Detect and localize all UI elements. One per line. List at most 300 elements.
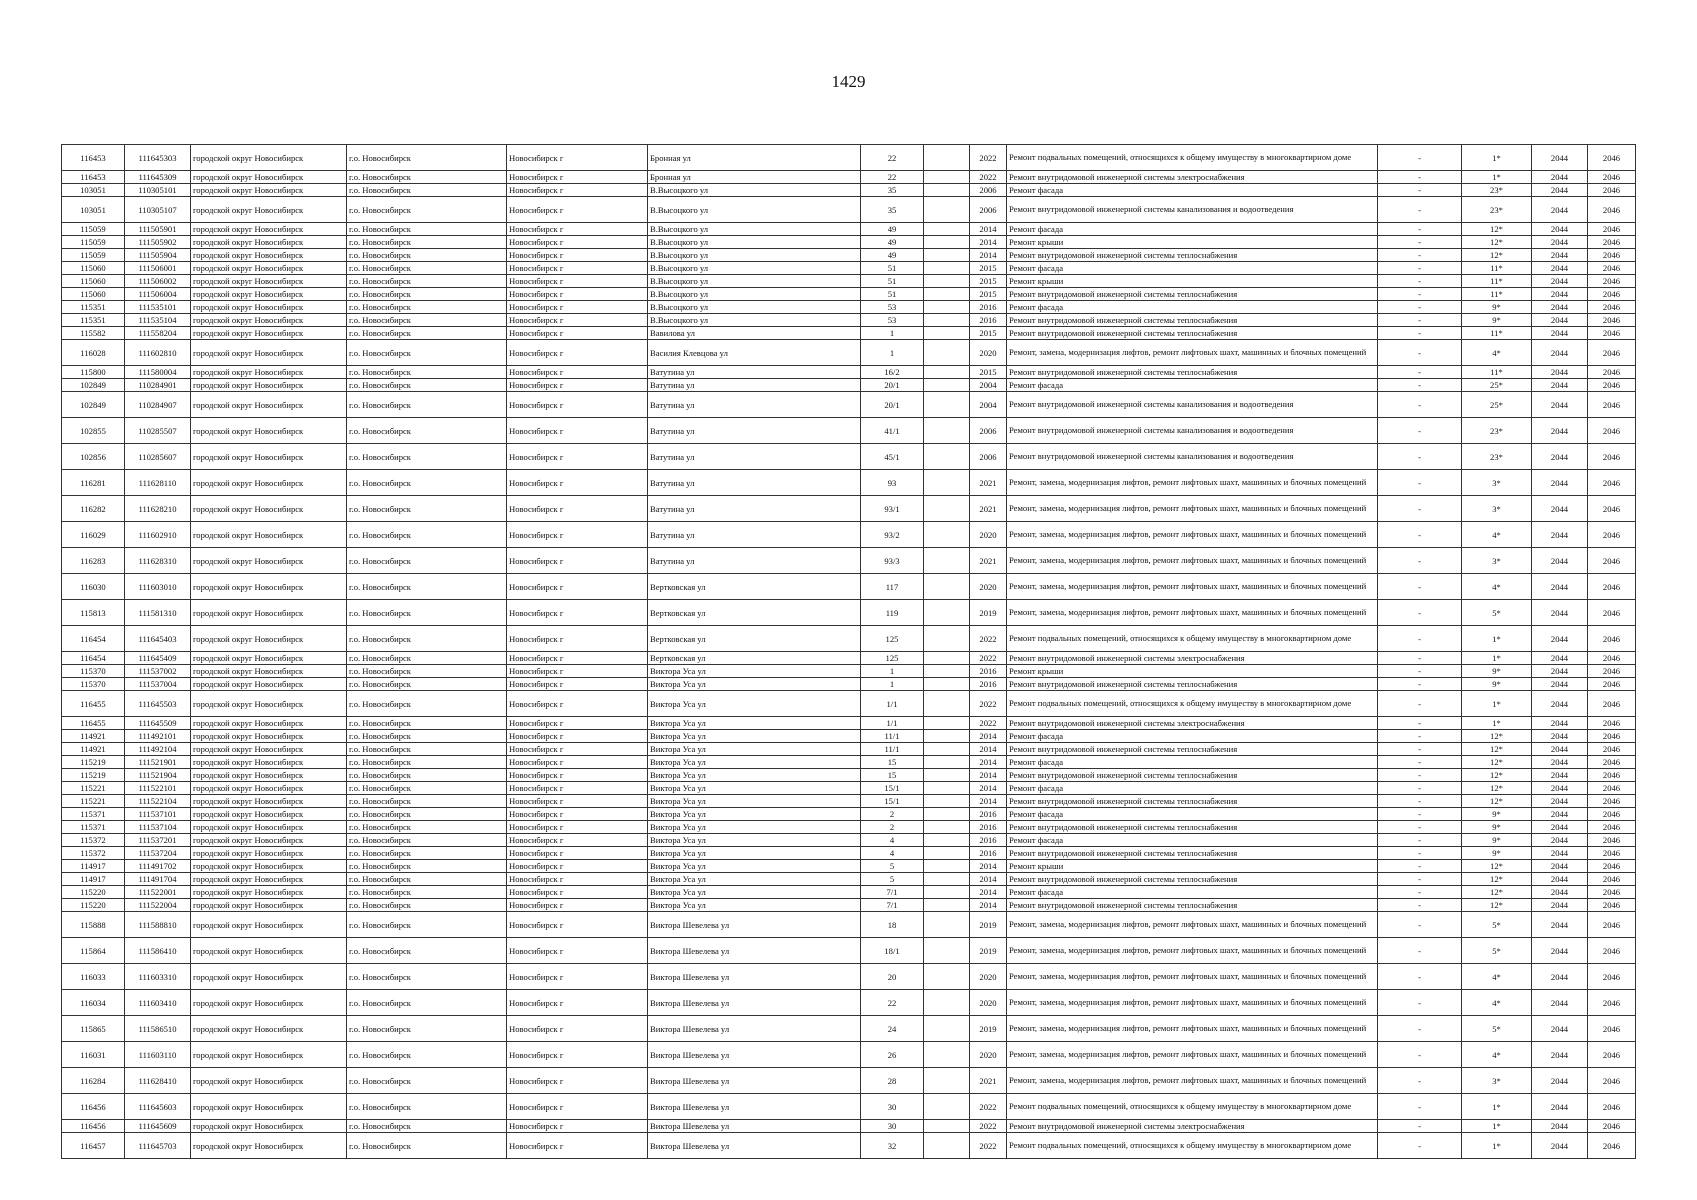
cell-period: 3*	[1462, 496, 1532, 522]
cell-period: 3*	[1462, 470, 1532, 496]
cell-house-id: 116028	[62, 340, 125, 366]
cell-placeholder: -	[1378, 184, 1462, 197]
cell-house-number: 11/1	[861, 743, 924, 756]
cell-extra	[924, 782, 970, 795]
cell-municipality: городской округ Новосибирск	[191, 262, 347, 275]
cell-end-year: 2046	[1588, 223, 1636, 236]
cell-period: 12*	[1462, 249, 1532, 262]
cell-work-type: Ремонт фасада	[1007, 886, 1378, 899]
table-row	[62, 834, 1636, 847]
cell-municipal-unit: г.о. Новосибирск	[347, 795, 507, 808]
cell-build-year: 2014	[970, 223, 1007, 236]
cell-street: Ватутина ул	[648, 366, 861, 379]
cell-build-year: 2021	[970, 548, 1007, 574]
cell-end-year: 2046	[1588, 808, 1636, 821]
cell-placeholder: -	[1378, 223, 1462, 236]
cell-street: Виктора Уса ул	[648, 847, 861, 860]
cell-extra	[924, 1120, 970, 1133]
cell-municipality: городской округ Новосибирск	[191, 275, 347, 288]
table-row	[62, 522, 1636, 548]
cell-house-id: 115813	[62, 600, 125, 626]
cell-start-year: 2044	[1532, 340, 1588, 366]
cell-house-id: 116029	[62, 522, 125, 548]
cell-end-year: 2046	[1588, 548, 1636, 574]
cell-house-number: 32	[861, 1133, 924, 1159]
cell-period: 1*	[1462, 1120, 1532, 1133]
cell-settlement: Новосибирск г	[507, 496, 648, 522]
cell-municipal-unit: г.о. Новосибирск	[347, 548, 507, 574]
cell-municipality: городской округ Новосибирск	[191, 314, 347, 327]
cell-street: Виктора Уса ул	[648, 665, 861, 678]
cell-settlement: Новосибирск г	[507, 808, 648, 821]
cell-house-id: 116282	[62, 496, 125, 522]
cell-work-type: Ремонт, замена, модернизация лифтов, ремонт лифтовых шахт, машинных и блочных помещений	[1007, 938, 1378, 964]
cell-end-year: 2046	[1588, 340, 1636, 366]
cell-start-year: 2044	[1532, 574, 1588, 600]
cell-extra	[924, 444, 970, 470]
cell-work-type: Ремонт внутридомовой инженерной системы канализования и водоотведения	[1007, 444, 1378, 470]
cell-placeholder: -	[1378, 301, 1462, 314]
cell-municipality: городской округ Новосибирск	[191, 548, 347, 574]
cell-municipality: городской округ Новосибирск	[191, 730, 347, 743]
cell-extra	[924, 197, 970, 223]
cell-house-number: 49	[861, 236, 924, 249]
cell-municipal-unit: г.о. Новосибирск	[347, 301, 507, 314]
cell-work-type: Ремонт, замена, модернизация лифтов, ремонт лифтовых шахт, машинных и блочных помещений	[1007, 470, 1378, 496]
cell-municipal-unit: г.о. Новосибирск	[347, 236, 507, 249]
cell-house-number: 1	[861, 340, 924, 366]
cell-municipal-unit: г.о. Новосибирск	[347, 366, 507, 379]
cell-start-year: 2044	[1532, 314, 1588, 327]
cell-house-id: 114921	[62, 743, 125, 756]
cell-period: 12*	[1462, 730, 1532, 743]
cell-street: Ватутина ул	[648, 522, 861, 548]
cell-element-id: 111522101	[125, 782, 191, 795]
cell-build-year: 2016	[970, 808, 1007, 821]
cell-placeholder: -	[1378, 1120, 1462, 1133]
cell-end-year: 2046	[1588, 1042, 1636, 1068]
cell-end-year: 2046	[1588, 236, 1636, 249]
cell-period: 12*	[1462, 860, 1532, 873]
cell-start-year: 2044	[1532, 665, 1588, 678]
table-row	[62, 288, 1636, 301]
cell-element-id: 111537101	[125, 808, 191, 821]
cell-extra	[924, 522, 970, 548]
cell-build-year: 2015	[970, 262, 1007, 275]
cell-placeholder: -	[1378, 574, 1462, 600]
cell-house-id: 115800	[62, 366, 125, 379]
cell-extra	[924, 340, 970, 366]
cell-house-id: 116453	[62, 145, 125, 171]
cell-build-year: 2019	[970, 600, 1007, 626]
table-row	[62, 1042, 1636, 1068]
cell-house-number: 15/1	[861, 795, 924, 808]
cell-street: В.Высоцкого ул	[648, 301, 861, 314]
cell-placeholder: -	[1378, 847, 1462, 860]
cell-start-year: 2044	[1532, 1120, 1588, 1133]
cell-settlement: Новосибирск г	[507, 665, 648, 678]
cell-street: Ватутина ул	[648, 496, 861, 522]
cell-end-year: 2046	[1588, 522, 1636, 548]
table-row	[62, 275, 1636, 288]
cell-build-year: 2020	[970, 964, 1007, 990]
cell-start-year: 2044	[1532, 600, 1588, 626]
table-row	[62, 847, 1636, 860]
cell-end-year: 2046	[1588, 444, 1636, 470]
cell-settlement: Новосибирск г	[507, 444, 648, 470]
cell-municipality: городской округ Новосибирск	[191, 470, 347, 496]
table-row	[62, 691, 1636, 717]
cell-house-id: 115060	[62, 262, 125, 275]
cell-settlement: Новосибирск г	[507, 1120, 648, 1133]
cell-build-year: 2014	[970, 756, 1007, 769]
cell-work-type: Ремонт подвальных помещений, относящихся к общему имуществу в многоквартирном доме	[1007, 145, 1378, 171]
cell-settlement: Новосибирск г	[507, 301, 648, 314]
cell-element-id: 111645309	[125, 171, 191, 184]
cell-placeholder: -	[1378, 470, 1462, 496]
cell-placeholder: -	[1378, 730, 1462, 743]
cell-house-number: 35	[861, 197, 924, 223]
table-row	[62, 327, 1636, 340]
cell-start-year: 2044	[1532, 938, 1588, 964]
cell-placeholder: -	[1378, 743, 1462, 756]
cell-work-type: Ремонт внутридомовой инженерной системы теплоснабжения	[1007, 821, 1378, 834]
cell-work-type: Ремонт, замена, модернизация лифтов, ремонт лифтовых шахт, машинных и блочных помещений	[1007, 548, 1378, 574]
cell-element-id: 111645403	[125, 626, 191, 652]
cell-settlement: Новосибирск г	[507, 743, 648, 756]
cell-start-year: 2044	[1532, 145, 1588, 171]
cell-work-type: Ремонт крыши	[1007, 236, 1378, 249]
cell-work-type: Ремонт фасада	[1007, 834, 1378, 847]
cell-period: 12*	[1462, 899, 1532, 912]
cell-period: 9*	[1462, 808, 1532, 821]
cell-build-year: 2022	[970, 1094, 1007, 1120]
cell-element-id: 111645303	[125, 145, 191, 171]
cell-placeholder: -	[1378, 236, 1462, 249]
cell-street: Бронная ул	[648, 171, 861, 184]
cell-build-year: 2004	[970, 392, 1007, 418]
cell-house-id: 115221	[62, 795, 125, 808]
cell-placeholder: -	[1378, 626, 1462, 652]
cell-placeholder: -	[1378, 600, 1462, 626]
cell-period: 4*	[1462, 990, 1532, 1016]
cell-element-id: 111492101	[125, 730, 191, 743]
cell-end-year: 2046	[1588, 249, 1636, 262]
cell-municipality: городской округ Новосибирск	[191, 379, 347, 392]
table-row	[62, 899, 1636, 912]
cell-placeholder: -	[1378, 665, 1462, 678]
cell-start-year: 2044	[1532, 301, 1588, 314]
cell-settlement: Новосибирск г	[507, 1068, 648, 1094]
cell-period: 23*	[1462, 444, 1532, 470]
cell-settlement: Новосибирск г	[507, 275, 648, 288]
cell-settlement: Новосибирск г	[507, 782, 648, 795]
cell-settlement: Новосибирск г	[507, 691, 648, 717]
cell-extra	[924, 730, 970, 743]
cell-element-id: 111603110	[125, 1042, 191, 1068]
cell-build-year: 2016	[970, 301, 1007, 314]
cell-build-year: 2022	[970, 626, 1007, 652]
cell-house-id: 115372	[62, 834, 125, 847]
cell-work-type: Ремонт фасада	[1007, 262, 1378, 275]
cell-municipality: городской округ Новосибирск	[191, 1016, 347, 1042]
cell-build-year: 2014	[970, 236, 1007, 249]
table-row	[62, 197, 1636, 223]
cell-build-year: 2015	[970, 327, 1007, 340]
cell-house-id: 115220	[62, 886, 125, 899]
table-row	[62, 626, 1636, 652]
cell-build-year: 2019	[970, 1016, 1007, 1042]
cell-house-id: 116281	[62, 470, 125, 496]
cell-build-year: 2016	[970, 834, 1007, 847]
cell-extra	[924, 834, 970, 847]
cell-extra	[924, 717, 970, 730]
cell-settlement: Новосибирск г	[507, 288, 648, 301]
cell-street: Виктора Уса ул	[648, 860, 861, 873]
cell-element-id: 111645609	[125, 1120, 191, 1133]
cell-start-year: 2044	[1532, 795, 1588, 808]
cell-settlement: Новосибирск г	[507, 600, 648, 626]
cell-municipal-unit: г.о. Новосибирск	[347, 275, 507, 288]
cell-house-number: 15/1	[861, 782, 924, 795]
cell-municipal-unit: г.о. Новосибирск	[347, 444, 507, 470]
cell-house-number: 15	[861, 756, 924, 769]
cell-municipal-unit: г.о. Новосибирск	[347, 1068, 507, 1094]
cell-house-number: 5	[861, 873, 924, 886]
cell-municipality: городской округ Новосибирск	[191, 574, 347, 600]
cell-work-type: Ремонт внутридомовой инженерной системы электроснабжения	[1007, 171, 1378, 184]
cell-end-year: 2046	[1588, 990, 1636, 1016]
cell-settlement: Новосибирск г	[507, 886, 648, 899]
cell-work-type: Ремонт внутридомовой инженерной системы теплоснабжения	[1007, 873, 1378, 886]
cell-settlement: Новосибирск г	[507, 847, 648, 860]
cell-placeholder: -	[1378, 652, 1462, 665]
cell-municipality: городской округ Новосибирск	[191, 899, 347, 912]
cell-settlement: Новосибирск г	[507, 236, 648, 249]
cell-settlement: Новосибирск г	[507, 1133, 648, 1159]
cell-municipal-unit: г.о. Новосибирск	[347, 522, 507, 548]
cell-element-id: 111521904	[125, 769, 191, 782]
cell-settlement: Новосибирск г	[507, 184, 648, 197]
cell-period: 1*	[1462, 717, 1532, 730]
cell-extra	[924, 236, 970, 249]
cell-municipal-unit: г.о. Новосибирск	[347, 626, 507, 652]
cell-house-number: 22	[861, 171, 924, 184]
cell-element-id: 111581310	[125, 600, 191, 626]
cell-house-id: 116456	[62, 1094, 125, 1120]
cell-municipality: городской округ Новосибирск	[191, 860, 347, 873]
cell-extra	[924, 496, 970, 522]
cell-start-year: 2044	[1532, 327, 1588, 340]
cell-period: 23*	[1462, 184, 1532, 197]
table-row	[62, 262, 1636, 275]
cell-placeholder: -	[1378, 262, 1462, 275]
table-row	[62, 1094, 1636, 1120]
cell-extra	[924, 873, 970, 886]
cell-municipal-unit: г.о. Новосибирск	[347, 678, 507, 691]
table-row	[62, 938, 1636, 964]
table-row	[62, 574, 1636, 600]
cell-house-number: 1	[861, 665, 924, 678]
table-row	[62, 184, 1636, 197]
table-row	[62, 600, 1636, 626]
cell-house-number: 11/1	[861, 730, 924, 743]
cell-build-year: 2006	[970, 418, 1007, 444]
cell-placeholder: -	[1378, 548, 1462, 574]
cell-element-id: 111645603	[125, 1094, 191, 1120]
cell-house-id: 116455	[62, 717, 125, 730]
cell-municipality: городской округ Новосибирск	[191, 886, 347, 899]
cell-placeholder: -	[1378, 795, 1462, 808]
cell-start-year: 2044	[1532, 548, 1588, 574]
cell-work-type: Ремонт внутридомовой инженерной системы теплоснабжения	[1007, 795, 1378, 808]
cell-municipality: городской округ Новосибирск	[191, 964, 347, 990]
cell-placeholder: -	[1378, 366, 1462, 379]
cell-element-id: 111537104	[125, 821, 191, 834]
cell-municipal-unit: г.о. Новосибирск	[347, 574, 507, 600]
cell-extra	[924, 1016, 970, 1042]
cell-build-year: 2004	[970, 379, 1007, 392]
cell-placeholder: -	[1378, 782, 1462, 795]
cell-house-id: 114921	[62, 730, 125, 743]
cell-street: Вавилова ул	[648, 327, 861, 340]
cell-house-id: 116454	[62, 652, 125, 665]
cell-period: 1*	[1462, 626, 1532, 652]
cell-street: Виктора Уса ул	[648, 808, 861, 821]
cell-house-id: 116033	[62, 964, 125, 990]
cell-start-year: 2044	[1532, 899, 1588, 912]
cell-house-number: 51	[861, 262, 924, 275]
cell-start-year: 2044	[1532, 522, 1588, 548]
cell-municipality: городской округ Новосибирск	[191, 873, 347, 886]
cell-build-year: 2014	[970, 249, 1007, 262]
cell-settlement: Новосибирск г	[507, 171, 648, 184]
cell-street: В.Высоцкого ул	[648, 275, 861, 288]
cell-street: Виктора Уса ул	[648, 717, 861, 730]
table-row	[62, 496, 1636, 522]
cell-build-year: 2022	[970, 145, 1007, 171]
cell-work-type: Ремонт внутридомовой инженерной системы теплоснабжения	[1007, 899, 1378, 912]
cell-extra	[924, 678, 970, 691]
cell-placeholder: -	[1378, 691, 1462, 717]
cell-work-type: Ремонт внутридомовой инженерной системы электроснабжения	[1007, 652, 1378, 665]
cell-work-type: Ремонт фасада	[1007, 379, 1378, 392]
cell-house-id: 103051	[62, 184, 125, 197]
cell-settlement: Новосибирск г	[507, 574, 648, 600]
cell-work-type: Ремонт внутридомовой инженерной системы теплоснабжения	[1007, 366, 1378, 379]
cell-work-type: Ремонт фасада	[1007, 223, 1378, 236]
cell-extra	[924, 938, 970, 964]
cell-municipal-unit: г.о. Новосибирск	[347, 782, 507, 795]
cell-municipal-unit: г.о. Новосибирск	[347, 249, 507, 262]
cell-street: Ватутина ул	[648, 470, 861, 496]
table-row	[62, 821, 1636, 834]
cell-placeholder: -	[1378, 873, 1462, 886]
cell-period: 12*	[1462, 795, 1532, 808]
cell-start-year: 2044	[1532, 873, 1588, 886]
cell-street: Виктора Уса ул	[648, 769, 861, 782]
cell-build-year: 2014	[970, 782, 1007, 795]
cell-municipality: городской округ Новосибирск	[191, 665, 347, 678]
cell-municipality: городской округ Новосибирск	[191, 795, 347, 808]
cell-start-year: 2044	[1532, 223, 1588, 236]
cell-element-id: 111645703	[125, 1133, 191, 1159]
cell-element-id: 111491704	[125, 873, 191, 886]
cell-start-year: 2044	[1532, 1068, 1588, 1094]
cell-house-number: 24	[861, 1016, 924, 1042]
table-row	[62, 314, 1636, 327]
cell-house-id: 102856	[62, 444, 125, 470]
cell-start-year: 2044	[1532, 262, 1588, 275]
cell-municipality: городской округ Новосибирск	[191, 392, 347, 418]
cell-element-id: 111645509	[125, 717, 191, 730]
cell-placeholder: -	[1378, 769, 1462, 782]
cell-element-id: 111628310	[125, 548, 191, 574]
cell-end-year: 2046	[1588, 327, 1636, 340]
cell-start-year: 2044	[1532, 392, 1588, 418]
cell-start-year: 2044	[1532, 678, 1588, 691]
cell-house-number: 1/1	[861, 717, 924, 730]
cell-house-number: 125	[861, 626, 924, 652]
cell-municipality: городской округ Новосибирск	[191, 600, 347, 626]
cell-municipality: городской округ Новосибирск	[191, 678, 347, 691]
cell-municipality: городской округ Новосибирск	[191, 288, 347, 301]
cell-element-id: 111506002	[125, 275, 191, 288]
cell-end-year: 2046	[1588, 678, 1636, 691]
cell-municipal-unit: г.о. Новосибирск	[347, 821, 507, 834]
cell-extra	[924, 301, 970, 314]
table-row	[62, 171, 1636, 184]
table-row	[62, 652, 1636, 665]
cell-municipality: городской округ Новосибирск	[191, 808, 347, 821]
cell-build-year: 2014	[970, 743, 1007, 756]
cell-period: 9*	[1462, 665, 1532, 678]
cell-end-year: 2046	[1588, 860, 1636, 873]
cell-work-type: Ремонт крыши	[1007, 860, 1378, 873]
cell-house-number: 49	[861, 223, 924, 236]
cell-element-id: 111505904	[125, 249, 191, 262]
cell-municipality: городской округ Новосибирск	[191, 1068, 347, 1094]
cell-end-year: 2046	[1588, 938, 1636, 964]
cell-municipal-unit: г.о. Новосибирск	[347, 938, 507, 964]
cell-municipal-unit: г.о. Новосибирск	[347, 184, 507, 197]
cell-municipal-unit: г.о. Новосибирск	[347, 145, 507, 171]
cell-work-type: Ремонт внутридомовой инженерной системы теплоснабжения	[1007, 288, 1378, 301]
cell-work-type: Ремонт внутридомовой инженерной системы теплоснабжения	[1007, 327, 1378, 340]
cell-house-number: 20	[861, 964, 924, 990]
cell-settlement: Новосибирск г	[507, 730, 648, 743]
cell-placeholder: -	[1378, 379, 1462, 392]
cell-start-year: 2044	[1532, 756, 1588, 769]
cell-house-id: 115059	[62, 236, 125, 249]
cell-municipal-unit: г.о. Новосибирск	[347, 223, 507, 236]
cell-municipality: городской округ Новосибирск	[191, 769, 347, 782]
cell-house-number: 51	[861, 275, 924, 288]
cell-municipal-unit: г.о. Новосибирск	[347, 652, 507, 665]
cell-street: Виктора Шевелева ул	[648, 938, 861, 964]
cell-build-year: 2014	[970, 873, 1007, 886]
cell-municipal-unit: г.о. Новосибирск	[347, 899, 507, 912]
cell-settlement: Новосибирск г	[507, 366, 648, 379]
cell-street: Вертковская ул	[648, 574, 861, 600]
cell-work-type: Ремонт фасада	[1007, 756, 1378, 769]
cell-work-type: Ремонт крыши	[1007, 275, 1378, 288]
table-row	[62, 1133, 1636, 1159]
cell-period: 11*	[1462, 262, 1532, 275]
cell-element-id: 110305101	[125, 184, 191, 197]
cell-end-year: 2046	[1588, 145, 1636, 171]
cell-street: Ватутина ул	[648, 418, 861, 444]
